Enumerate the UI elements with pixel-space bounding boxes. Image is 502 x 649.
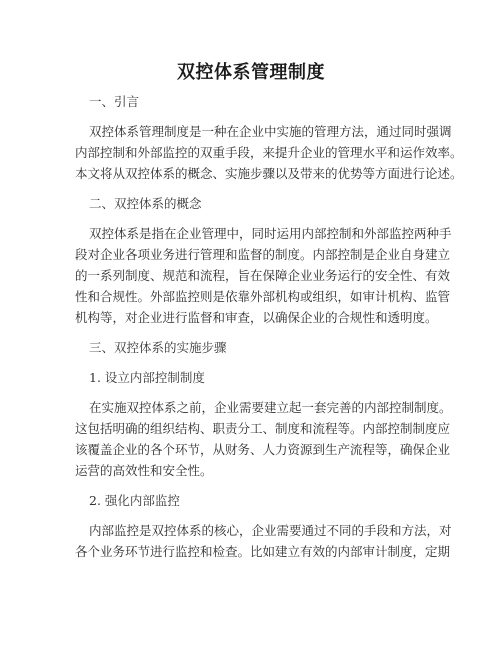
section-heading-concept: 二、双控体系的概念 xyxy=(89,196,202,211)
paragraph-line: 该覆盖企业的各个环节，从财务、人力资源到生产流程等，确保企业 xyxy=(75,442,451,457)
paragraph-line: 性和合规性。外部监控则是依靠外部机构或组织，如审计机构、监管 xyxy=(75,289,451,304)
paragraph-line: 内部控制和外部监控的双重手段，来提升企业的管理水平和运作效率。 xyxy=(75,145,463,160)
paragraph-line: 各个业务环节进行监控和检查。比如建立有效的内部审计制度，定期 xyxy=(75,544,451,559)
paragraph-line: 运营的高效性和安全性。 xyxy=(75,463,213,478)
paragraph-line: 机构等，对企业进行监督和审查，以确保企业的合规性和透明度。 xyxy=(75,310,438,325)
paragraph-line: 双控体系是指在企业管理中，同时运用内部控制和外部监控两种手 xyxy=(89,226,452,241)
section-heading-steps: 三、双控体系的实施步骤 xyxy=(89,340,227,355)
document-title: 双控体系管理制度 xyxy=(177,62,325,83)
section-heading-introduction: 一、引言 xyxy=(89,94,140,109)
paragraph-line: 内部监控是双控体系的核心，企业需要通过不同的手段和方法，对 xyxy=(89,523,452,538)
paragraph-line: 这包括明确的组织结构、职责分工、制度和流程等。内部控制制度应 xyxy=(75,421,451,436)
paragraph-line: 的一系列制度、规范和流程，旨在保障企业业务运行的安全性、有效 xyxy=(75,268,451,283)
paragraph-line: 在实施双控体系之前，企业需要建立起一套完善的内部控制制度。 xyxy=(89,400,452,415)
subsection-heading-1: 1. 设立内部控制制度 xyxy=(89,370,205,385)
paragraph-line: 双控体系管理制度是一种在企业中实施的管理方法，通过同时强调 xyxy=(89,124,452,139)
paragraph-line: 段对企业各项业务进行管理和监督的制度。内部控制是企业自身建立 xyxy=(75,247,451,262)
subsection-heading-2: 2. 强化内部监控 xyxy=(89,493,180,508)
paragraph-line: 本文将从双控体系的概念、实施步骤以及带来的优势等方面进行论述。 xyxy=(75,166,463,181)
